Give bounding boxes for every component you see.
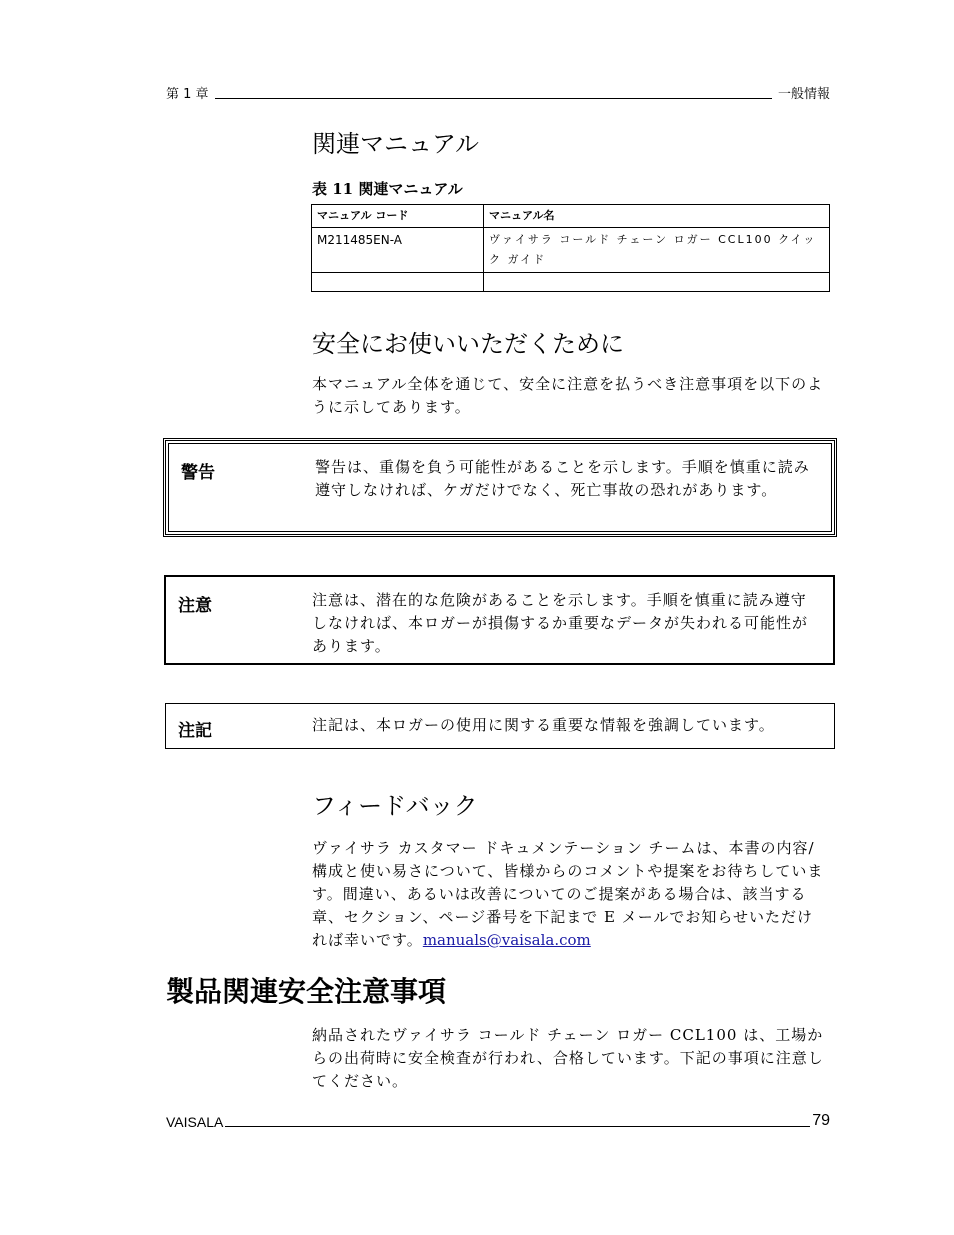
feedback-heading: フィードバック <box>312 792 478 820</box>
column-header-code: マニュアル コード <box>312 205 484 228</box>
manual-name-cell <box>484 273 830 292</box>
caution-label: 注意 <box>178 596 212 616</box>
safety-heading: 安全にお使いいただくために <box>312 330 624 358</box>
feedback-paragraph <box>312 837 828 952</box>
note-box <box>165 703 835 749</box>
note-text: 注記は、本ロガーの使用に関する重要な情報を強調しています。 <box>312 716 775 734</box>
feedback-email-link[interactable]: manuals@vaisala.com <box>422 931 591 949</box>
page-footer <box>166 1110 830 1130</box>
safety-intro-text: 本マニュアル全体を通じて、安全に注意を払うべき注意事項を以下のように示してあります。 <box>312 375 824 416</box>
page-number: 79 <box>812 1112 830 1129</box>
table-row <box>312 273 830 292</box>
note-label: 注記 <box>178 721 212 741</box>
product-safety-heading: 製品関連安全注意事項 <box>166 975 447 1008</box>
column-header-name: マニュアル名 <box>484 205 830 228</box>
product-safety-text: 納品されたヴァイサラ コールド チェーン ロガー CCL100 は、工場からの出荷時に安全検査が行われ、合格しています。下記の事項に注意してください。 <box>312 1026 824 1090</box>
caution-box <box>164 575 835 665</box>
chapter-label: 第 1 章 <box>166 87 209 102</box>
feedback-text: ヴァイサラ カスタマー ドキュメンテーション チームは、本書の内容/構成と使い易さについて、皆様からのコメントや提案をお待ちしています。間違い、あるいは改善についてのご提案がある場合は、該当する章、セクション、ページ番号を下記まで E メールでお知らせいただければ幸いです。 <box>312 839 824 949</box>
table-caption: 表 11 関連マニュアル <box>312 180 463 198</box>
footer-rule <box>225 1126 810 1127</box>
table-header-row <box>312 205 830 228</box>
caution-text: 注意は、潜在的な危険があることを示します。手順を慎重に読み遵守しなければ、本ロガーが損傷するか重要なデータが失われる可能性があります。 <box>312 591 809 655</box>
header-rule <box>215 98 772 99</box>
manual-code-cell <box>312 273 484 292</box>
page-header <box>166 84 830 102</box>
manual-name-cell: ヴァイサラ コールド チェーン ロガー CCL100 クイック ガイド <box>484 228 830 273</box>
table-row <box>312 228 830 273</box>
related-manuals-heading: 関連マニュアル <box>312 130 480 158</box>
warning-label: 警告 <box>181 463 215 483</box>
section-label: 一般情報 <box>777 87 830 102</box>
related-manuals-table <box>311 204 830 292</box>
manual-code-cell: M211485EN-A <box>312 228 484 273</box>
warning-text: 警告は、重傷を負う可能性があることを示します。手順を慎重に読み遵守しなければ、ケガだけでなく、死亡事故の恐れがあります。 <box>315 458 810 499</box>
warning-box <box>163 438 837 537</box>
footer-brand: VAISALA <box>166 1114 224 1130</box>
